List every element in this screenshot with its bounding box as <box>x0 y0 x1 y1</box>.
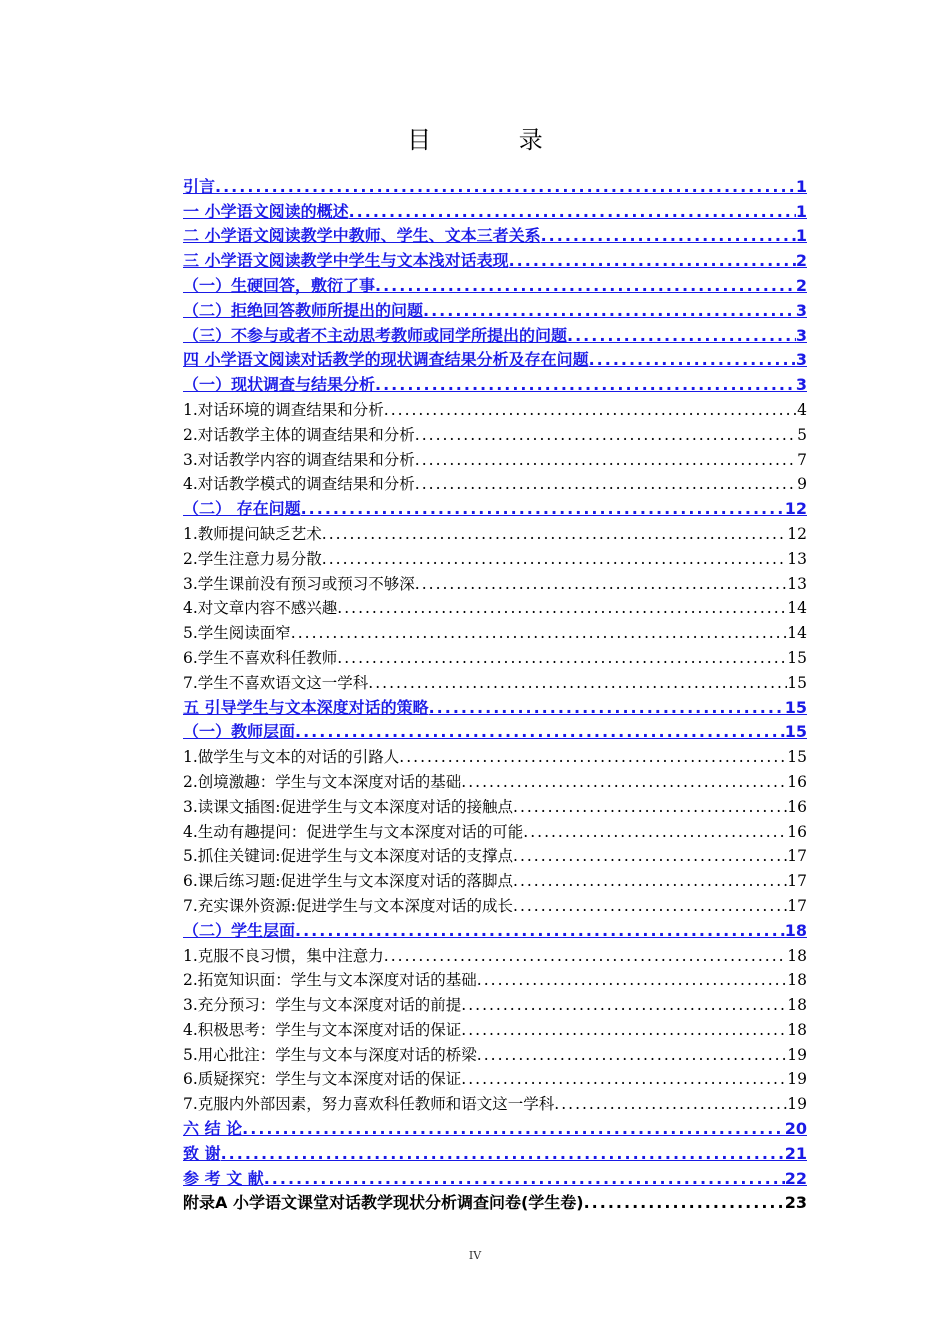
toc-entry-page: 15 <box>784 697 807 717</box>
toc-entry[interactable] <box>183 372 807 397</box>
toc-entry-label: 五 引导学生与文本深度对话的策略 <box>183 697 429 717</box>
toc-entry-label: （二）拒绝回答教师所提出的问题 <box>183 300 424 320</box>
toc-entry-label: 6.质疑探究：学生与文本深度对话的保证 <box>183 1070 462 1089</box>
toc-entry[interactable] <box>183 422 807 447</box>
toc-entry-page: 18 <box>787 946 807 965</box>
toc-entry[interactable] <box>183 1091 807 1116</box>
toc-leader-dots <box>461 770 787 794</box>
toc-entry[interactable] <box>183 893 807 918</box>
toc-entry-page: 18 <box>787 1020 807 1039</box>
toc-leader-dots <box>375 274 796 298</box>
toc-entry-label: 1.克服不良习惯，集中注意力 <box>183 946 384 965</box>
toc-leader-dots <box>589 348 796 372</box>
toc-entry-label: （三）不参与或者不主动思考教师或同学所提出的问题 <box>183 325 568 345</box>
toc-entry[interactable] <box>183 472 807 497</box>
toc-entry-label: 2.对话教学主体的调查结果和分析 <box>183 425 415 444</box>
toc-entry[interactable] <box>183 248 807 273</box>
page-number: IV <box>468 1249 482 1262</box>
toc-entry-label: 7.克服内外部因素，努力喜欢科任教师和语文这一学科 <box>183 1095 555 1114</box>
toc-leader-dots <box>567 324 796 348</box>
toc-entry-label: 1.教师提问缺乏艺术 <box>183 524 322 543</box>
toc-entry-page: 18 <box>787 971 807 990</box>
toc-entry-label: （一）现状调查与结果分析 <box>183 375 376 395</box>
toc-leader-dots <box>295 919 785 943</box>
toc-entry-label: 二 小学语文阅读教学中教师、学生、文本三者关系 <box>183 226 541 246</box>
toc-leader-dots <box>399 745 787 769</box>
toc-leader-dots <box>215 175 796 199</box>
toc-leader-dots <box>461 993 787 1017</box>
toc-leader-dots <box>322 547 787 571</box>
toc-entry-page: 19 <box>787 1095 807 1114</box>
toc-entry-page: 9 <box>797 475 807 494</box>
toc-entry-page: 17 <box>787 896 807 915</box>
toc-entry-label: 一 小学语文阅读的概述 <box>183 201 349 221</box>
toc-entry-page: 14 <box>787 599 807 618</box>
toc-entry-page: 1 <box>795 176 807 196</box>
toc-entry[interactable] <box>183 943 807 968</box>
toc-entry[interactable] <box>183 323 807 348</box>
toc-entry[interactable] <box>183 968 807 993</box>
toc-entry-label: （二）学生层面 <box>183 920 296 940</box>
toc-entry-label: 3.对话教学内容的调查结果和分析 <box>183 450 415 469</box>
toc-entry[interactable] <box>183 1017 807 1042</box>
toc-entry-label: 5.抓住关键词:促进学生与文本深度对话的支撑点 <box>183 847 514 866</box>
toc-leader-dots <box>513 869 787 893</box>
toc-entry[interactable] <box>183 224 807 249</box>
toc-leader-dots <box>513 894 787 918</box>
toc-leader-dots <box>301 497 785 521</box>
toc-entry[interactable] <box>183 298 807 323</box>
toc-entry-label: 4.对话教学模式的调查结果和分析 <box>183 475 415 494</box>
toc-entry-page: 17 <box>787 847 807 866</box>
toc-entry-label: （一）生硬回答，敷衍了事 <box>183 275 376 295</box>
toc-entry-page: 3 <box>795 350 807 370</box>
toc-entry-page: 15 <box>787 748 807 767</box>
toc-entry-page: 15 <box>787 648 807 667</box>
toc-entry[interactable] <box>183 571 807 596</box>
toc-entry-page: 16 <box>787 772 807 791</box>
toc-entry <box>183 1191 807 1216</box>
toc-entry-label: 2.学生注意力易分散 <box>183 549 322 568</box>
toc-entry-label: 3.充分预习：学生与文本深度对话的前提 <box>183 996 462 1015</box>
toc-leader-dots <box>461 1018 787 1042</box>
toc-entry[interactable] <box>183 447 807 472</box>
toc-entry[interactable] <box>183 1141 807 1166</box>
toc-leader-dots <box>461 1067 787 1091</box>
toc-entry-page: 14 <box>787 624 807 643</box>
toc-entry-page: 3 <box>795 300 807 320</box>
toc-leader-dots <box>337 646 787 670</box>
toc-entry-label: 7.学生不喜欢语文这一学科 <box>183 673 369 692</box>
toc-leader-dots <box>429 696 785 720</box>
toc-entry[interactable] <box>183 868 807 893</box>
toc-entry-label: 1.对话环境的调查结果和分析 <box>183 400 384 419</box>
toc-entry-label: 引言 <box>183 176 216 196</box>
toc-entry-page: 17 <box>787 872 807 891</box>
toc-entry-page: 7 <box>797 450 807 469</box>
toc-leader-dots <box>384 398 797 422</box>
toc-entry[interactable] <box>183 695 807 720</box>
toc-leader-dots <box>513 844 787 868</box>
toc-leader-dots <box>349 200 796 224</box>
toc-entry[interactable] <box>183 1116 807 1141</box>
toc-entry-label: 致 谢 <box>183 1143 221 1163</box>
toc-leader-dots <box>375 373 796 397</box>
toc-entry-label: 6.课后练习题:促进学生与文本深度对话的落脚点 <box>183 872 514 891</box>
toc-leader-dots <box>509 249 796 273</box>
toc-entry-label: 5.学生阅读面窄 <box>183 624 291 643</box>
toc-entry-page: 16 <box>787 822 807 841</box>
toc-leader-dots <box>291 621 787 645</box>
toc-entry-page: 18 <box>784 920 807 940</box>
toc-entry-label: 四 小学语文阅读对话教学的现状调查结果分析及存在问题 <box>183 350 589 370</box>
toc-entry-page: 19 <box>787 1045 807 1064</box>
toc-entry[interactable] <box>183 670 807 695</box>
toc-entry[interactable] <box>183 348 807 373</box>
toc-entry-page: 21 <box>784 1143 807 1163</box>
toc-leader-dots <box>221 1142 785 1166</box>
toc-entry[interactable] <box>183 918 807 943</box>
toc-entry-page: 5 <box>797 425 807 444</box>
table-of-contents <box>183 174 807 1215</box>
toc-entry[interactable] <box>183 496 807 521</box>
toc-entry[interactable] <box>183 546 807 571</box>
toc-entry-page: 20 <box>784 1119 807 1139</box>
toc-entry-page: 1 <box>795 226 807 246</box>
toc-entry-page: 13 <box>787 549 807 568</box>
toc-entry-label: （一）教师层面 <box>183 722 296 742</box>
toc-entry-label: 6.学生不喜欢科任教师 <box>183 648 338 667</box>
toc-title: 目 录 <box>407 126 583 154</box>
toc-leader-dots <box>541 224 796 248</box>
toc-entry-label: 3.读课文插图:促进学生与文本深度对话的接触点 <box>183 797 514 816</box>
toc-entry-label: 附录A 小学语文课堂对话教学现状分析调查问卷(学生卷) <box>183 1193 584 1213</box>
toc-leader-dots <box>415 572 787 596</box>
toc-entry-label: 参 考 文 献 <box>183 1168 264 1188</box>
toc-entry-page: 2 <box>795 251 807 271</box>
toc-entry-page: 12 <box>787 524 807 543</box>
toc-entry[interactable] <box>183 1042 807 1067</box>
toc-entry-label: 5.用心批注：学生与文本与深度对话的桥梁 <box>183 1045 477 1064</box>
toc-leader-dots <box>477 1043 787 1067</box>
toc-entry[interactable] <box>183 273 807 298</box>
toc-leader-dots <box>415 472 797 496</box>
toc-leader-dots <box>584 1191 785 1215</box>
toc-leader-dots <box>415 423 797 447</box>
toc-entry[interactable] <box>183 844 807 869</box>
toc-entry-page: 1 <box>795 201 807 221</box>
toc-entry-label: 三 小学语文阅读教学中学生与文本浅对话表现 <box>183 251 509 271</box>
toc-entry[interactable] <box>183 596 807 621</box>
toc-entry-label: 4.对文章内容不感兴趣 <box>183 599 338 618</box>
toc-leader-dots <box>368 671 787 695</box>
toc-entry-page: 22 <box>784 1168 807 1188</box>
toc-entry-page: 23 <box>784 1193 807 1213</box>
toc-entry-page: 15 <box>787 673 807 692</box>
toc-entry-page: 3 <box>795 325 807 345</box>
toc-entry-page: 13 <box>787 574 807 593</box>
toc-entry[interactable] <box>183 1067 807 1092</box>
toc-entry[interactable] <box>183 199 807 224</box>
toc-entry-label: 4.积极思考：学生与文本深度对话的保证 <box>183 1020 462 1039</box>
toc-entry-label: 7.充实课外资源:促进学生与文本深度对话的成长 <box>183 896 514 915</box>
toc-leader-dots <box>523 820 787 844</box>
toc-entry[interactable] <box>183 645 807 670</box>
toc-entry[interactable] <box>183 1166 807 1191</box>
toc-leader-dots <box>264 1167 785 1191</box>
toc-entry-page: 16 <box>787 797 807 816</box>
toc-entry[interactable] <box>183 744 807 769</box>
toc-entry[interactable] <box>183 992 807 1017</box>
toc-entry-label: 1.做学生与文本的对话的引路人 <box>183 748 400 767</box>
toc-entry[interactable] <box>183 819 807 844</box>
toc-entry-page: 4 <box>797 400 807 419</box>
toc-entry[interactable] <box>183 720 807 745</box>
toc-leader-dots <box>423 299 796 323</box>
toc-entry-page: 18 <box>787 996 807 1015</box>
toc-entry-label: 4.生动有趣提问：促进学生与文本深度对话的可能 <box>183 822 524 841</box>
toc-leader-dots <box>322 522 787 546</box>
toc-entry-label: 3.学生课前没有预习或预习不够深 <box>183 574 415 593</box>
toc-leader-dots <box>477 968 787 992</box>
toc-entry[interactable] <box>183 769 807 794</box>
toc-entry[interactable] <box>183 521 807 546</box>
toc-entry-label: 2.创境激趣：学生与文本深度对话的基础 <box>183 772 462 791</box>
toc-entry-page: 12 <box>784 499 807 519</box>
toc-leader-dots <box>513 795 787 819</box>
toc-entry-page: 3 <box>795 375 807 395</box>
toc-entry[interactable] <box>183 397 807 422</box>
toc-entry[interactable] <box>183 794 807 819</box>
toc-leader-dots <box>295 720 785 744</box>
toc-entry-page: 15 <box>784 722 807 742</box>
toc-entry-page: 19 <box>787 1070 807 1089</box>
toc-entry[interactable] <box>183 620 807 645</box>
toc-leader-dots <box>384 944 787 968</box>
toc-entry-label: 六 结 论 <box>183 1119 243 1139</box>
toc-entry[interactable] <box>183 174 807 199</box>
toc-entry-label: 2.拓宽知识面：学生与文本深度对话的基础 <box>183 971 477 990</box>
toc-leader-dots <box>415 448 797 472</box>
toc-leader-dots <box>242 1117 785 1141</box>
toc-entry-page: 2 <box>795 275 807 295</box>
toc-leader-dots <box>554 1092 787 1116</box>
toc-leader-dots <box>337 596 787 620</box>
toc-entry-label: （二） 存在问题 <box>183 499 301 519</box>
